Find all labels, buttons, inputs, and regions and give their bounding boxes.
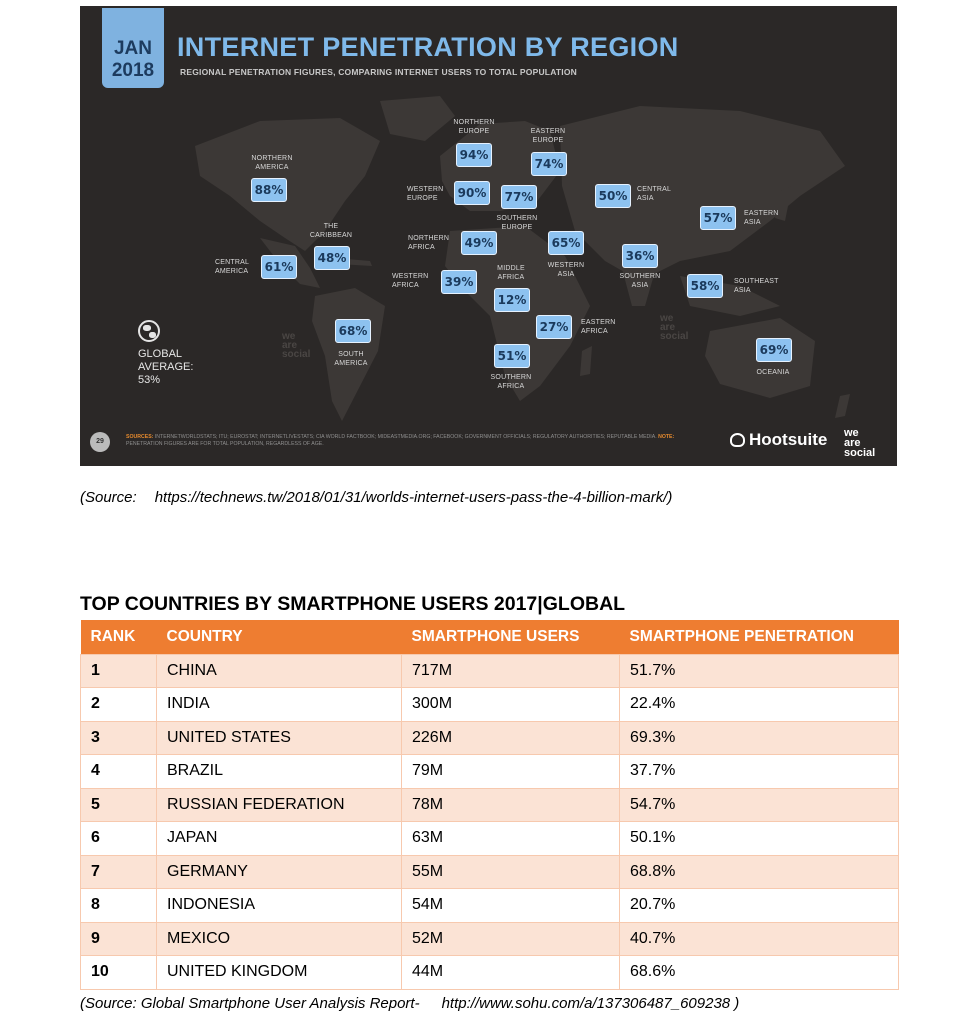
users-cell: 44M (402, 956, 620, 990)
penetration-cell: 50.1% (620, 822, 899, 856)
infographic-subtitle: REGIONAL PENETRATION FIGURES, COMPARING INTERNET USERS TO TOTAL POPULATION (180, 67, 578, 77)
header-smartphone-users: SMARTPHONE USERS (402, 620, 620, 654)
region-label-eastern-asia: EASTERN ASIA (744, 210, 779, 226)
penetration-cell: 40.7% (620, 922, 899, 956)
page-number: 29 (90, 432, 110, 452)
region-badge-southern-asia: 36% (622, 244, 658, 268)
sources-note: SOURCES: INTERNETWORLDSTATS; ITU; EUROSTAT; INTERNETLIVESTATS; CIA WORLD FACTBOOK; MIDEASTMEDIA.ORG; FACEBOOK; GOVERNMENT OFFICIALS; REGULATORY AUTHORITIES; REPUTABLE MEDIA. NOTE: PENETRATION FIGURES ARE FOR TOTAL POPULATION, REGARDLESS OF AGE. (126, 434, 675, 447)
rank-cell: 6 (81, 822, 157, 856)
region-badge-northern-africa: 49% (461, 231, 497, 255)
rank-cell: 1 (81, 654, 157, 688)
source-caption-2: (Source: Global Smartphone User Analysis Report- http://www.sohu.com/a/137306487_609238 ) (80, 995, 740, 1012)
penetration-cell: 68.6% (620, 956, 899, 990)
penetration-cell: 69.3% (620, 721, 899, 755)
table-row (81, 721, 899, 755)
penetration-cell: 51.7% (620, 654, 899, 688)
table-row (81, 654, 899, 688)
infographic-title: INTERNET PENETRATION BY REGION (177, 32, 679, 62)
users-cell: 54M (402, 889, 620, 923)
table-title: TOP COUNTRIES BY SMARTPHONE USERS 2017|GLOBAL (80, 593, 626, 615)
users-cell: 79M (402, 755, 620, 789)
header-rank: RANK (81, 620, 157, 654)
rank-cell: 3 (81, 721, 157, 755)
region-label-south-america: SOUTH AMERICA (334, 351, 368, 367)
region-badge-northern-america: 88% (251, 178, 287, 202)
region-badge-northern-europe: 94% (456, 143, 492, 167)
region-label-southern-asia: SOUTHERN ASIA (619, 273, 661, 289)
penetration-cell: 22.4% (620, 688, 899, 722)
users-cell: 300M (402, 688, 620, 722)
region-label-northern-america: NORTHERN AMERICA (251, 155, 293, 171)
globe-icon (138, 320, 160, 342)
penetration-cell: 37.7% (620, 755, 899, 789)
table-row (81, 822, 899, 856)
table-row (81, 956, 899, 990)
rank-cell: 8 (81, 889, 157, 923)
date-year: 2018 (111, 60, 155, 81)
country-cell: CHINA (157, 654, 402, 688)
region-label-oceania: OCEANIA (756, 369, 790, 376)
hootsuite-logo: Hootsuite (730, 430, 827, 450)
penetration-cell: 20.7% (620, 889, 899, 923)
date-month: JAN (113, 38, 152, 59)
country-cell: INDONESIA (157, 889, 402, 923)
rank-cell: 10 (81, 956, 157, 990)
region-label-southeast-asia: SOUTHEAST ASIA (734, 278, 779, 294)
region-label-caribbean: THE CARIBBEAN (309, 223, 353, 239)
region-label-northern-africa: NORTHERN AFRICA (408, 235, 450, 251)
region-label-central-asia: CENTRAL ASIA (637, 186, 672, 202)
region-badge-southern-europe: 77% (501, 185, 537, 209)
region-label-eastern-africa: EASTERN AFRICA (581, 319, 616, 335)
region-badge-middle-africa: 12% (494, 288, 530, 312)
source-url-1[interactable]: https://technews.tw/2018/01/31/worlds-internet-users-pass-the-4-billion-mark/) (154, 489, 673, 506)
region-label-eastern-europe: EASTERN EUROPE (530, 128, 566, 144)
watermark-2: we are social (660, 313, 689, 342)
region-label-southern-europe: SOUTHERN EUROPE (496, 215, 538, 231)
users-cell: 52M (402, 922, 620, 956)
penetration-cell: 68.8% (620, 855, 899, 889)
country-cell: RUSSIAN FEDERATION (157, 788, 402, 822)
rank-cell: 2 (81, 688, 157, 722)
table-header-row (81, 620, 899, 654)
country-cell: UNITED STATES (157, 721, 402, 755)
penetration-cell: 54.7% (620, 788, 899, 822)
users-cell: 226M (402, 721, 620, 755)
table-row (81, 855, 899, 889)
region-label-western-africa: WESTERN AFRICA (392, 273, 429, 289)
region-badge-central-america: 61% (261, 255, 297, 279)
we-are-social-logo: we are social (844, 427, 876, 459)
region-label-southern-africa: SOUTHERN AFRICA (490, 374, 532, 390)
table-row (81, 688, 899, 722)
country-cell: GERMANY (157, 855, 402, 889)
source-caption-1: (Source: https://technews.tw/2018/01/31/worlds-internet-users-pass-the-4-billion-mark/) (80, 489, 673, 506)
rank-cell: 4 (81, 755, 157, 789)
table-row (81, 788, 899, 822)
smartphone-users-table (80, 620, 899, 990)
users-cell: 63M (402, 822, 620, 856)
region-badge-central-asia: 50% (595, 184, 631, 208)
users-cell: 78M (402, 788, 620, 822)
owl-icon (730, 433, 745, 447)
region-label-central-america: CENTRAL AMERICA (215, 259, 250, 275)
region-badge-south-america: 68% (335, 319, 371, 343)
region-label-middle-africa: MIDDLE AFRICA (497, 265, 525, 281)
region-badge-eastern-europe: 74% (531, 152, 567, 176)
country-cell: INDIA (157, 688, 402, 722)
country-cell: UNITED KINGDOM (157, 956, 402, 990)
region-badge-southeast-asia: 58% (687, 274, 723, 298)
country-cell: BRAZIL (157, 755, 402, 789)
region-badge-oceania: 69% (756, 338, 792, 362)
rank-cell: 9 (81, 922, 157, 956)
date-badge (102, 8, 164, 88)
region-badge-western-asia: 65% (548, 231, 584, 255)
rank-cell: 7 (81, 855, 157, 889)
source-url-2[interactable]: http://www.sohu.com/a/137306487_609238 ) (441, 995, 740, 1012)
rank-cell: 5 (81, 788, 157, 822)
region-badge-caribbean: 48% (314, 246, 350, 270)
region-label-western-asia: WESTERN ASIA (547, 262, 585, 278)
users-cell: 717M (402, 654, 620, 688)
table-row (81, 889, 899, 923)
users-cell: 55M (402, 855, 620, 889)
region-badge-western-europe: 90% (454, 181, 490, 205)
header-smartphone-penetration: SMARTPHONE PENETRATION (620, 620, 899, 654)
region-badge-eastern-africa: 27% (536, 315, 572, 339)
watermark-1: we are social (282, 331, 311, 360)
region-badge-western-africa: 39% (441, 270, 477, 294)
internet-penetration-infographic (80, 6, 897, 466)
country-cell: JAPAN (157, 822, 402, 856)
region-badge-eastern-asia: 57% (700, 206, 736, 230)
country-cell: MEXICO (157, 922, 402, 956)
region-label-western-europe: WESTERN EUROPE (407, 186, 444, 202)
table-row (81, 922, 899, 956)
table-row (81, 755, 899, 789)
header-country: COUNTRY (157, 620, 402, 654)
region-label-northern-europe: NORTHERN EUROPE (453, 119, 495, 135)
region-badge-southern-africa: 51% (494, 344, 530, 368)
global-average: GLOBAL AVERAGE: 53% (138, 348, 194, 386)
